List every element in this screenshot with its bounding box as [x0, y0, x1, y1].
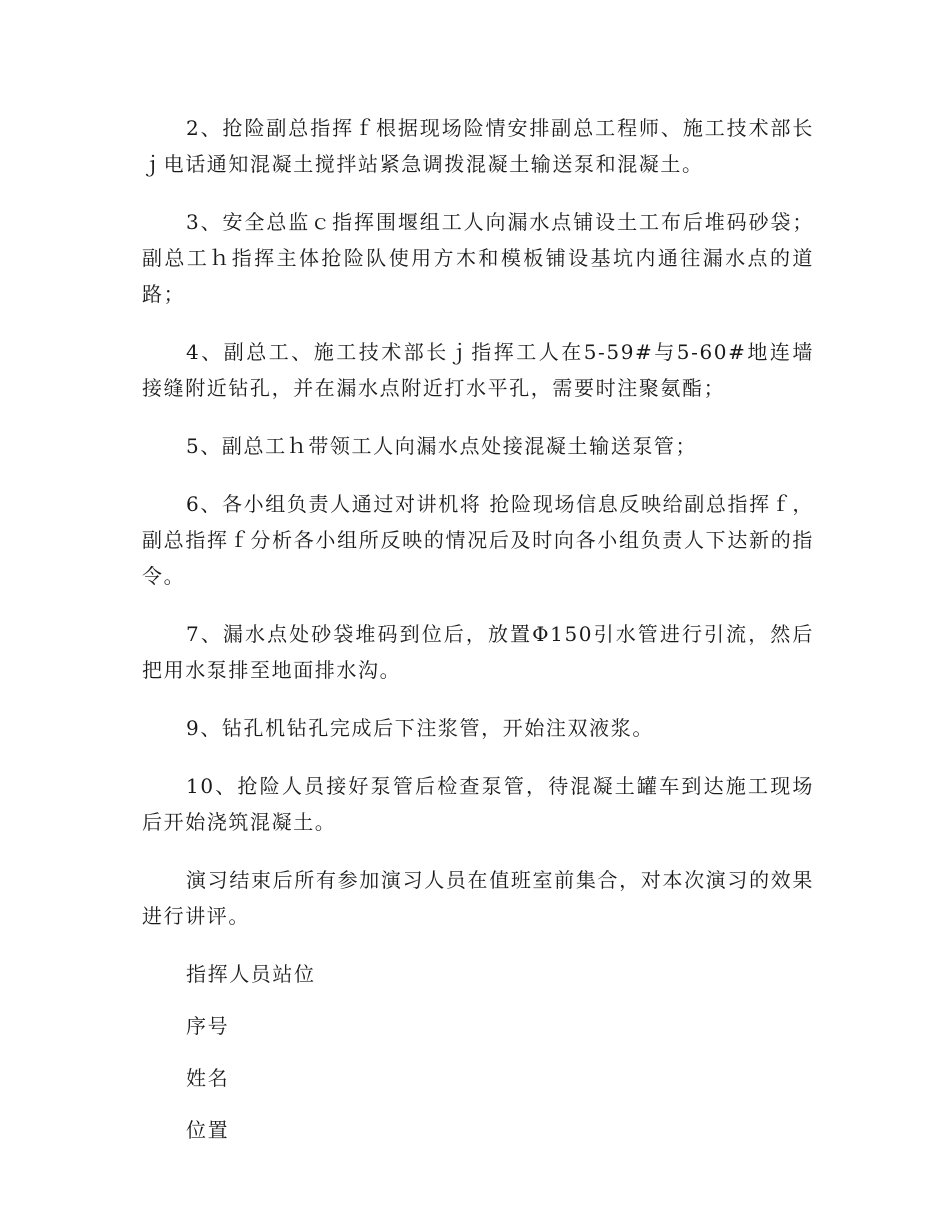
paragraph-drill-summary: 演习结束后所有参加演习人员在值班室前集合，对本次演习的效果进行讲评。 — [142, 868, 814, 928]
paragraph-step-9: 9、钻孔机钻孔完成后下注浆管，开始注双液浆。 — [186, 716, 654, 740]
table-label-position: 位置 — [186, 1118, 230, 1142]
paragraph-step-10: 10、抢险人员接好泵管后检查泵管，待混凝土罐车到达施工现场后开始浇筑混凝土。 — [142, 774, 814, 834]
section-title: 指挥人员站位 — [186, 962, 316, 986]
document-page — [142, 110, 814, 1164]
paragraph-step-3: 3、安全总监ｃ指挥围堰组工人向漏水点铺设土工布后堆码砂袋；副总工ｈ指挥主体抢险队使用方木和模板铺设基坑内通往漏水点的道路； — [142, 210, 814, 306]
paragraph-step-4: 4、副总工、施工技术部长ｊ指挥工人在5-59#与5-60#地连墙接缝附近钻孔，并在漏水点附近打水平孔，需要时注聚氨酯； — [142, 340, 814, 400]
paragraph-step-7: 7、漏水点处砂袋堆码到位后，放置Φ150引水管进行引流，然后把用水泵排至地面排水沟。 — [142, 622, 814, 682]
table-label-name: 姓名 — [186, 1066, 230, 1090]
paragraph-step-2: 2、抢险副总指挥ｆ根据现场险情安排副总工程师、施工技术部长ｊ电话通知混凝土搅拌站紧急调拨混凝土输送泵和混凝土。 — [142, 116, 814, 176]
paragraph-step-5: 5、副总工ｈ带领工人向漏水点处接混凝土输送泵管； — [186, 434, 698, 458]
table-label-number: 序号 — [186, 1014, 230, 1038]
paragraph-step-6: 6、各小组负责人通过对讲机将 抢险现场信息反映给副总指挥ｆ，副总指挥ｆ分析各小组所反映的情况后及时向各小组负责人下达新的指令。 — [142, 492, 814, 588]
